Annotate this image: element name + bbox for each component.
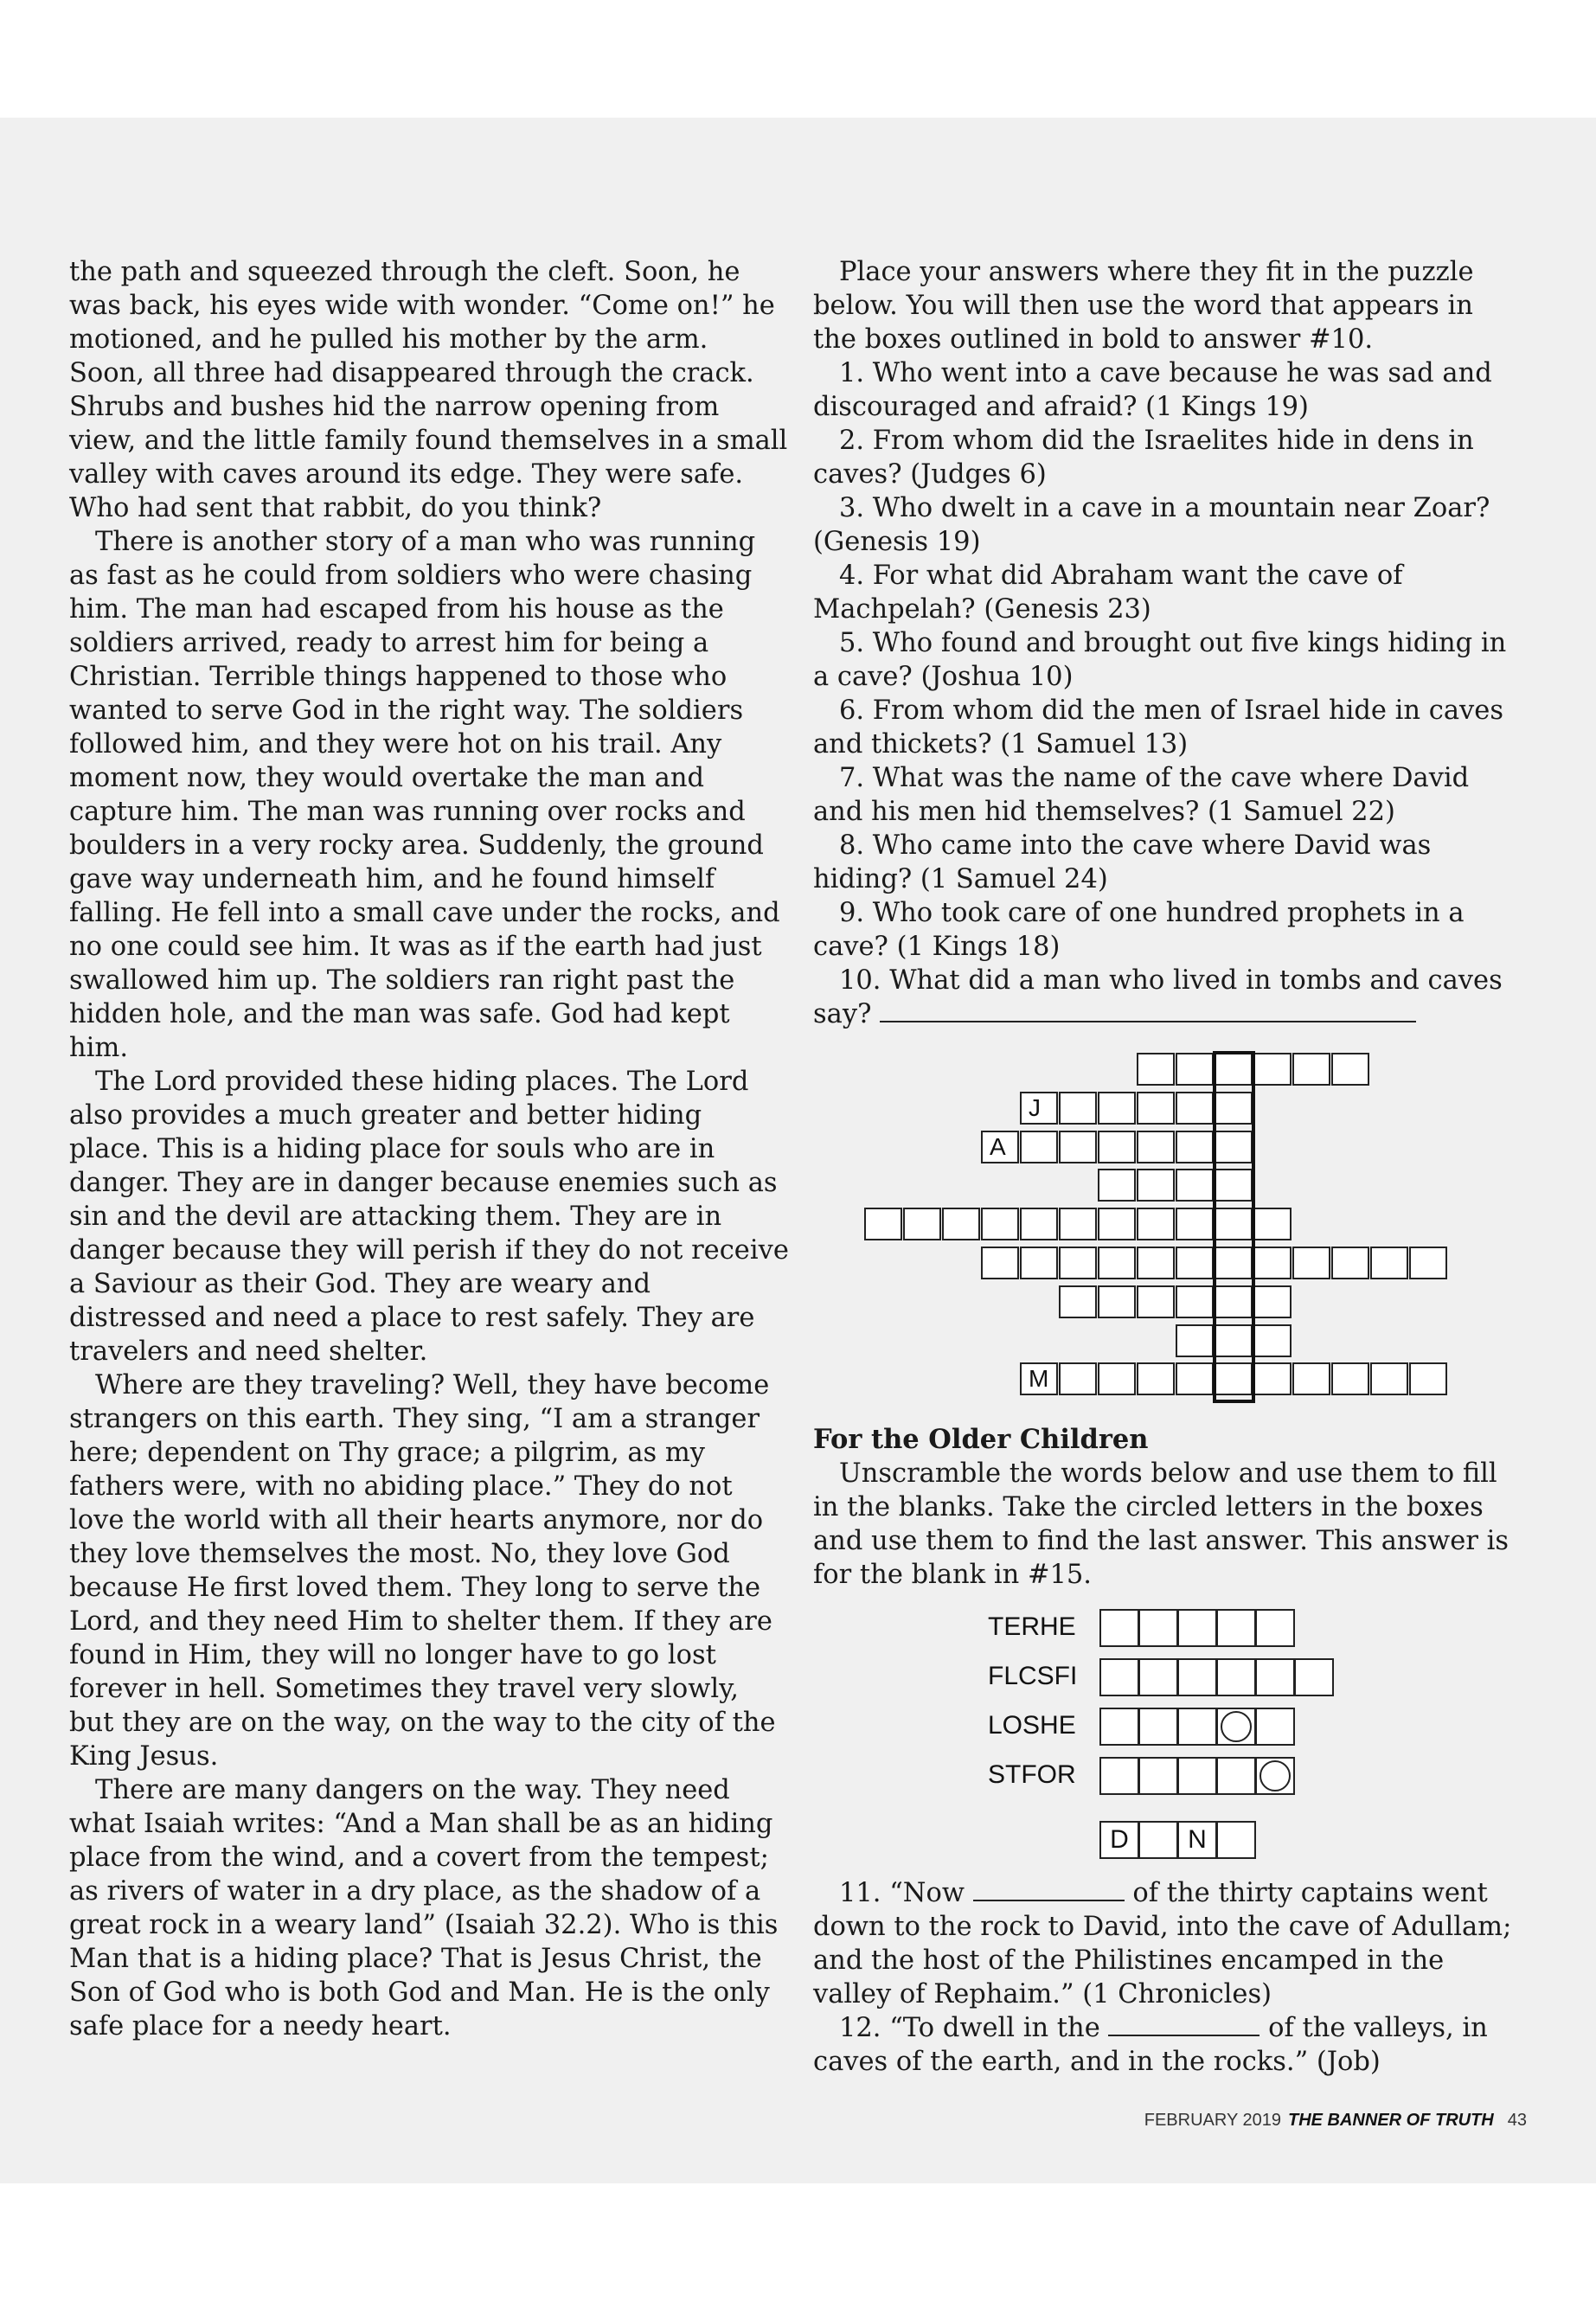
question-5: 5. Who found and brought out five kings hiding in a cave? (Joshua 10) [813, 628, 1507, 692]
question-12-pre: 12. “To dwell in the [839, 2013, 1100, 2043]
crossword-cell[interactable] [1137, 1285, 1175, 1318]
question-2: 2. From whom did the Israelites hide in dens in caves? (Judges 6) [813, 426, 1474, 490]
unscramble-box[interactable] [1255, 1609, 1295, 1647]
unscramble-box[interactable] [1099, 1658, 1139, 1696]
crossword-cell[interactable] [1098, 1208, 1136, 1240]
answer-11-blank[interactable] [973, 1879, 1125, 1901]
crossword-cell[interactable] [1137, 1053, 1175, 1086]
crossword-cell[interactable] [1059, 1285, 1097, 1318]
crossword-cell[interactable] [1059, 1208, 1097, 1240]
unscramble-box[interactable] [1138, 1609, 1178, 1647]
crossword-cell[interactable] [1098, 1169, 1136, 1202]
final-answer-box[interactable]: N [1177, 1821, 1217, 1859]
unscramble-box[interactable] [1216, 1757, 1256, 1795]
older-intro: Unscramble the words below and use them to fill in the blanks. Take the circled letters in the boxes and use them to find the last answer. This answer is for the blank in #15. [813, 1458, 1509, 1590]
puzzle-instructions [813, 255, 1522, 1031]
unscramble-box[interactable] [1099, 1757, 1139, 1795]
crossword-cell[interactable] [1331, 1247, 1369, 1279]
answer-10-blank[interactable] [880, 1000, 1416, 1022]
scrambled-word: STFOR [988, 1760, 1076, 1789]
crossword-cell[interactable]: M [1020, 1362, 1058, 1395]
crossword-cell[interactable] [1059, 1247, 1097, 1279]
question-12-post: of the valleys, in caves of the earth, and in the rocks.” (Job) [813, 2013, 1488, 2077]
circled-letter-marker [1259, 1760, 1291, 1791]
crossword-cell[interactable] [1020, 1247, 1058, 1279]
question-1: 1. Who went into a cave because he was sad and discouraged and afraid? (1 Kings 19) [813, 358, 1492, 422]
crossword-cell[interactable] [1176, 1324, 1214, 1357]
crossword-cell[interactable] [1176, 1169, 1214, 1202]
magazine-title: THE BANNER OF TRUTH [1287, 2111, 1494, 2130]
crossword-cell[interactable] [1098, 1285, 1136, 1318]
question-3: 3. Who dwelt in a cave in a mountain near Zoar? (Genesis 19) [813, 493, 1490, 557]
question-11-pre: 11. “Now [839, 1878, 965, 1908]
crossword-cell[interactable]: A [981, 1131, 1019, 1163]
scrambled-word: TERHE [988, 1612, 1076, 1641]
unscramble-box[interactable] [1216, 1609, 1256, 1647]
crossword-cell[interactable] [1253, 1324, 1292, 1357]
crossword-cell[interactable] [1253, 1247, 1292, 1279]
crossword-cell[interactable] [1098, 1247, 1136, 1279]
question-8: 8. Who came into the cave where David was hiding? (1 Samuel 24) [813, 830, 1432, 894]
question-9: 9. Who took care of one hundred prophets in a cave? (1 Kings 18) [813, 898, 1465, 962]
crossword-cell[interactable] [1370, 1362, 1408, 1395]
circled-letter-marker [1221, 1711, 1252, 1742]
crossword-cell[interactable] [1176, 1285, 1214, 1318]
paragraph: the path and squeezed through the cleft. Soon, he was back, his eyes wide with wonder. “Come on!” he motioned, and he pulled his mother by the arm. Soon, all three had disappeared through the crack. Shrubs and bushes hid the narrow opening from view, and the little family found themselves in a small valley with caves around its edge. They were safe. Who had sent that rabbit, do you think? [69, 257, 788, 523]
issue-date: FEBRUARY 2019 [1144, 2111, 1281, 2130]
page-footer [1144, 2111, 1527, 2131]
question-4: 4. For what did Abraham want the cave of Machpelah? (Genesis 23) [813, 561, 1403, 625]
scrambled-word: LOSHE [988, 1711, 1076, 1740]
unscramble-box[interactable] [1138, 1708, 1178, 1746]
question-11-post: of the thirty captains went down to the rock to David, into the cave of Adullam; and the host of the Philistines encamped in the valley of Rephaim.” (1 Chronicles) [813, 1878, 1512, 2009]
page-number: 43 [1507, 2111, 1527, 2130]
crossword-cell[interactable] [1059, 1131, 1097, 1163]
unscramble-box[interactable] [1294, 1658, 1334, 1696]
question-11 [813, 1876, 1522, 2011]
unscramble-box[interactable] [1216, 1658, 1256, 1696]
crossword-cell[interactable] [1059, 1092, 1097, 1125]
question-10-text: 10. What did a man who lived in tombs and caves say? [813, 965, 1503, 1029]
paragraph: The Lord provided these hiding places. The Lord also provides a much greater and better hiding place. This is a hiding place for souls who are in danger. They are in danger because enemies such as sin and the devil are attacking them. They are in danger because they will perish if they do not receive a Saviour as their God. They are weary and distressed and need a place to rest safely. They are travelers and need shelter. [69, 1067, 789, 1367]
crossword-cell[interactable] [1020, 1131, 1058, 1163]
older-heading: For the Older Children [813, 1424, 1149, 1455]
unscramble-box[interactable] [1138, 1757, 1178, 1795]
final-answer-box[interactable] [1216, 1821, 1256, 1859]
crossword-cell[interactable] [1176, 1208, 1214, 1240]
unscramble-box[interactable] [1099, 1609, 1139, 1647]
crossword-cell[interactable] [1098, 1362, 1136, 1395]
left-column [69, 255, 789, 2043]
crossword-cell[interactable] [1331, 1362, 1369, 1395]
crossword-cell[interactable] [1370, 1247, 1408, 1279]
crossword-cell[interactable] [864, 1208, 902, 1240]
crossword-cell[interactable] [1098, 1131, 1136, 1163]
unscramble-box[interactable] [1216, 1708, 1256, 1746]
scrambled-word: FLCSFI [988, 1662, 1078, 1690]
fill-in-questions [813, 1876, 1522, 2079]
unscramble-box[interactable] [1255, 1708, 1295, 1746]
crossword-cell[interactable] [942, 1208, 980, 1240]
unscramble-box[interactable] [1099, 1708, 1139, 1746]
crossword-cell[interactable] [981, 1247, 1019, 1279]
older-children-section [813, 1423, 1522, 1592]
crossword-cell[interactable] [1176, 1092, 1214, 1125]
crossword-cell[interactable] [1176, 1131, 1214, 1163]
crossword-cell[interactable] [1137, 1247, 1175, 1279]
crossword-cell[interactable] [1253, 1362, 1292, 1395]
crossword-cell[interactable] [1253, 1053, 1292, 1086]
answer-12-blank[interactable] [1108, 2014, 1259, 2036]
question-7: 7. What was the name of the cave where David and his men hid themselves? (1 Samuel 22) [813, 763, 1470, 827]
crossword-cell[interactable] [1176, 1053, 1214, 1086]
crossword-cell[interactable] [1137, 1362, 1175, 1395]
crossword-cell[interactable] [1292, 1053, 1330, 1086]
question-10 [813, 964, 1522, 1031]
question-6: 6. From whom did the men of Israel hide in caves and thickets? (1 Samuel 13) [813, 695, 1503, 760]
crossword-cell[interactable] [1176, 1247, 1214, 1279]
paragraph: There are many dangers on the way. They need what Isaiah writes: “And a Man shall be as an hiding place from the wind, and a covert from the tempest; as rivers of water in a dry place, as the shadow of a great rock in a weary land” (Isaiah 32.2). Who is this Man that is a hiding place? That is Jesus Christ, the Son of God who is both God and Man. He is the only safe place for a needy heart. [69, 1775, 779, 2041]
crossword-cell[interactable] [1137, 1092, 1175, 1125]
crossword-cell[interactable] [1292, 1362, 1330, 1395]
crossword-cell[interactable] [1137, 1208, 1175, 1240]
crossword-cell[interactable] [1137, 1131, 1175, 1163]
final-answer-box[interactable] [1138, 1821, 1178, 1859]
paragraph: Where are they traveling? Well, they have become strangers on this earth. They sing, “I am a stranger here; dependent on Thy grace; a pilgrim, as my fathers were, with no abiding place.” They do not love the world with all their hearts anymore, nor do they love themselves the most. No, they love God because He first loved them. They long to serve the Lord, and they need Him to shelter them. If they are found in Him, they will no longer have to go lost forever in hell. Sometimes they travel very slowly, but they are on the way, on the way to the city of the King Jesus. [69, 1370, 776, 1772]
crossword-cell[interactable] [1137, 1169, 1175, 1202]
crossword-cell[interactable] [1409, 1247, 1447, 1279]
unscramble-box[interactable] [1177, 1658, 1217, 1696]
crossword-cell[interactable] [1331, 1053, 1369, 1086]
crossword-cell[interactable]: J [1020, 1092, 1058, 1125]
unscramble-box[interactable] [1177, 1708, 1217, 1746]
unscramble-box[interactable] [1177, 1609, 1217, 1647]
crossword-cell[interactable] [1098, 1092, 1136, 1125]
unscramble-box[interactable] [1138, 1658, 1178, 1696]
paragraph: There is another story of a man who was running as fast as he could from soldiers who were chasing him. The man had escaped from his house as the soldiers arrived, ready to arrest him for being a Christian. Terrible things happened to those who wanted to serve God in the right way. The soldiers followed him, and they were hot on his trail. Any moment now, they would overtake the man and capture him. The man was running over rocks and boulders in a very rocky area. Suddenly, the ground gave way underneath him, and he found himself falling. He fell into a small cave under the rocks, and no one could see him. It was as if the earth had just swallowed him up. The soldiers ran right past the hidden hole, and the man was safe. God had kept him. [69, 527, 780, 1063]
crossword-cell[interactable] [1059, 1362, 1097, 1395]
puzzle-intro: Place your answers where they fit in the puzzle below. You will then use the word that appears in the boxes outlined in bold to answer #10. [813, 257, 1474, 355]
crossword-cell[interactable] [1176, 1362, 1214, 1395]
answer-10-outline [1213, 1051, 1255, 1403]
question-12 [813, 2011, 1522, 2079]
unscramble-box[interactable] [1177, 1757, 1217, 1795]
crossword-cell[interactable] [1020, 1208, 1058, 1240]
crossword-cell[interactable] [1253, 1285, 1292, 1318]
unscramble-box[interactable] [1255, 1757, 1295, 1795]
crossword-cell[interactable] [981, 1208, 1019, 1240]
final-answer-box[interactable]: D [1099, 1821, 1139, 1859]
crossword-cell[interactable] [1253, 1208, 1292, 1240]
crossword-cell[interactable] [1292, 1247, 1330, 1279]
crossword-cell[interactable] [903, 1208, 941, 1240]
crossword-cell[interactable] [1409, 1362, 1447, 1395]
unscramble-box[interactable] [1255, 1658, 1295, 1696]
